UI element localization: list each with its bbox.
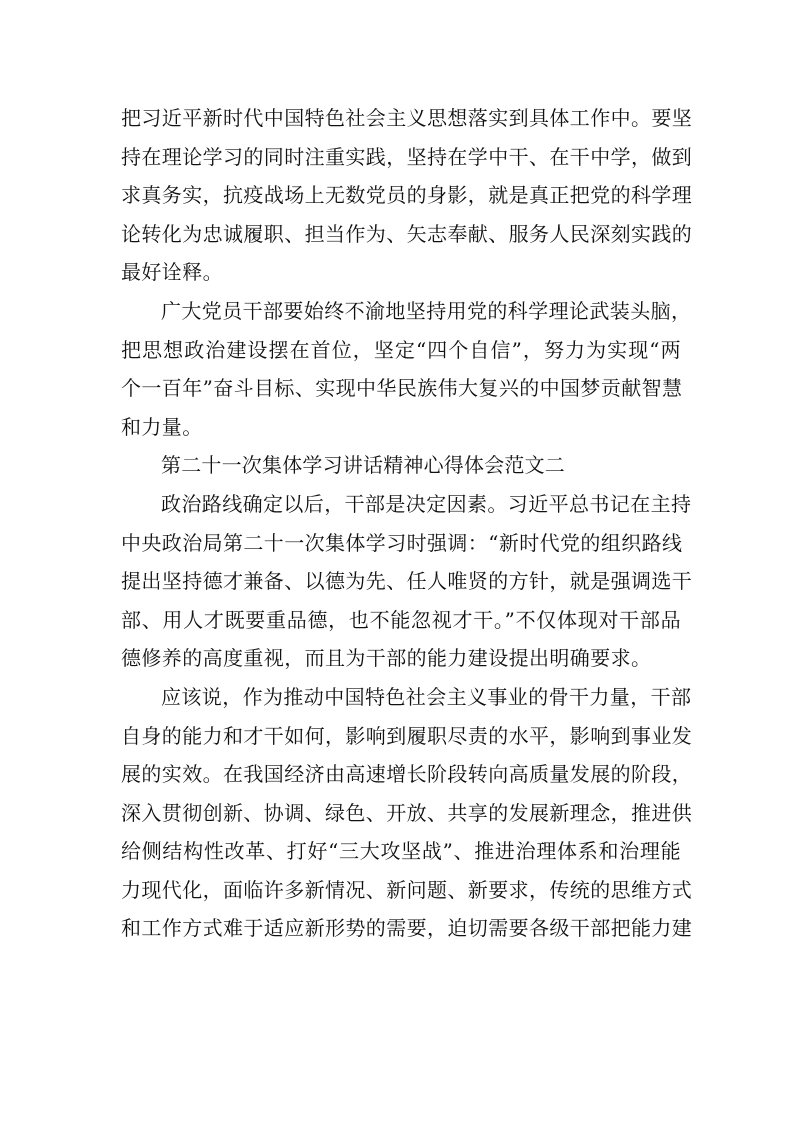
text-line: 论转化为忠诚履职、担当作为、矢志奉献、服务人民深刻实践的 [121,221,693,246]
text-line: 给侧结构性改革、打好“三大攻坚战”、推进治理体系和治理能 [121,839,681,864]
text-line: 把思想政治建设摆在首位，坚定“四个自信”，努力为实现“两 [121,337,681,362]
text-line: 和工作方式难于适应新形势的需要，迫切需要各级干部把能力建 [121,916,693,941]
text-line: 中央政治局第二十一次集体学习时强调：“新时代党的组织路线 [121,530,683,555]
text-line: 提出坚持德才兼备、以德为先、任人唯贤的方针，就是强调选干 [121,569,693,594]
text-line: 应该说，作为推动中国特色社会主义事业的骨干力量，干部 [161,684,692,709]
text-line: 把习近平新时代中国特色社会主义思想落实到具体工作中。要坚 [121,106,693,130]
text-line: 持在理论学习的同时注重实践，坚持在学中干、在干中学，做到 [121,144,693,169]
text-line: 最好诠释。 [121,260,223,285]
paragraph-2 [121,292,692,446]
text-line: 个一百年”奋斗目标、实现中华民族伟大复兴的中国梦贡献智慧 [121,376,683,401]
text-line: 德修养的高度重视，而且为干部的能力建设提出明确要求。 [121,646,652,671]
text-line: 政治路线确定以后，干部是决定因素。习近平总书记在主持 [161,491,692,516]
paragraph-3 [121,485,693,678]
paragraph-4 [121,678,693,948]
text-line: 自身的能力和才干如何，影响到履职尽责的水平，影响到事业发 [121,723,693,748]
text-line: 深入贯彻创新、协调、绿色、开放、共享的发展新理念，推进供 [121,800,693,825]
section-heading [121,446,681,485]
text-line: 和力量。 [121,414,203,439]
text-line: 广大党员干部要始终不渝地坚持用党的科学理论武装头脑， [161,298,692,323]
heading-text: 第二十一次集体学习讲话精神心得体会范文二 [161,453,565,478]
document-body [121,99,693,948]
text-line: 力现代化，面临许多新情况、新问题、新要求，传统的思维方式 [121,877,693,902]
paragraph-1 [121,99,693,292]
text-line: 展的实效。在我国经济由高速增长阶段转向高质量发展的阶段， [121,762,693,787]
text-line: 求真务实，抗疫战场上无数党员的身影，就是真正把党的科学理 [121,183,693,208]
text-line: 部、用人才既要重品德，也不能忽视才干。”不仅体现对干部品 [121,607,681,632]
